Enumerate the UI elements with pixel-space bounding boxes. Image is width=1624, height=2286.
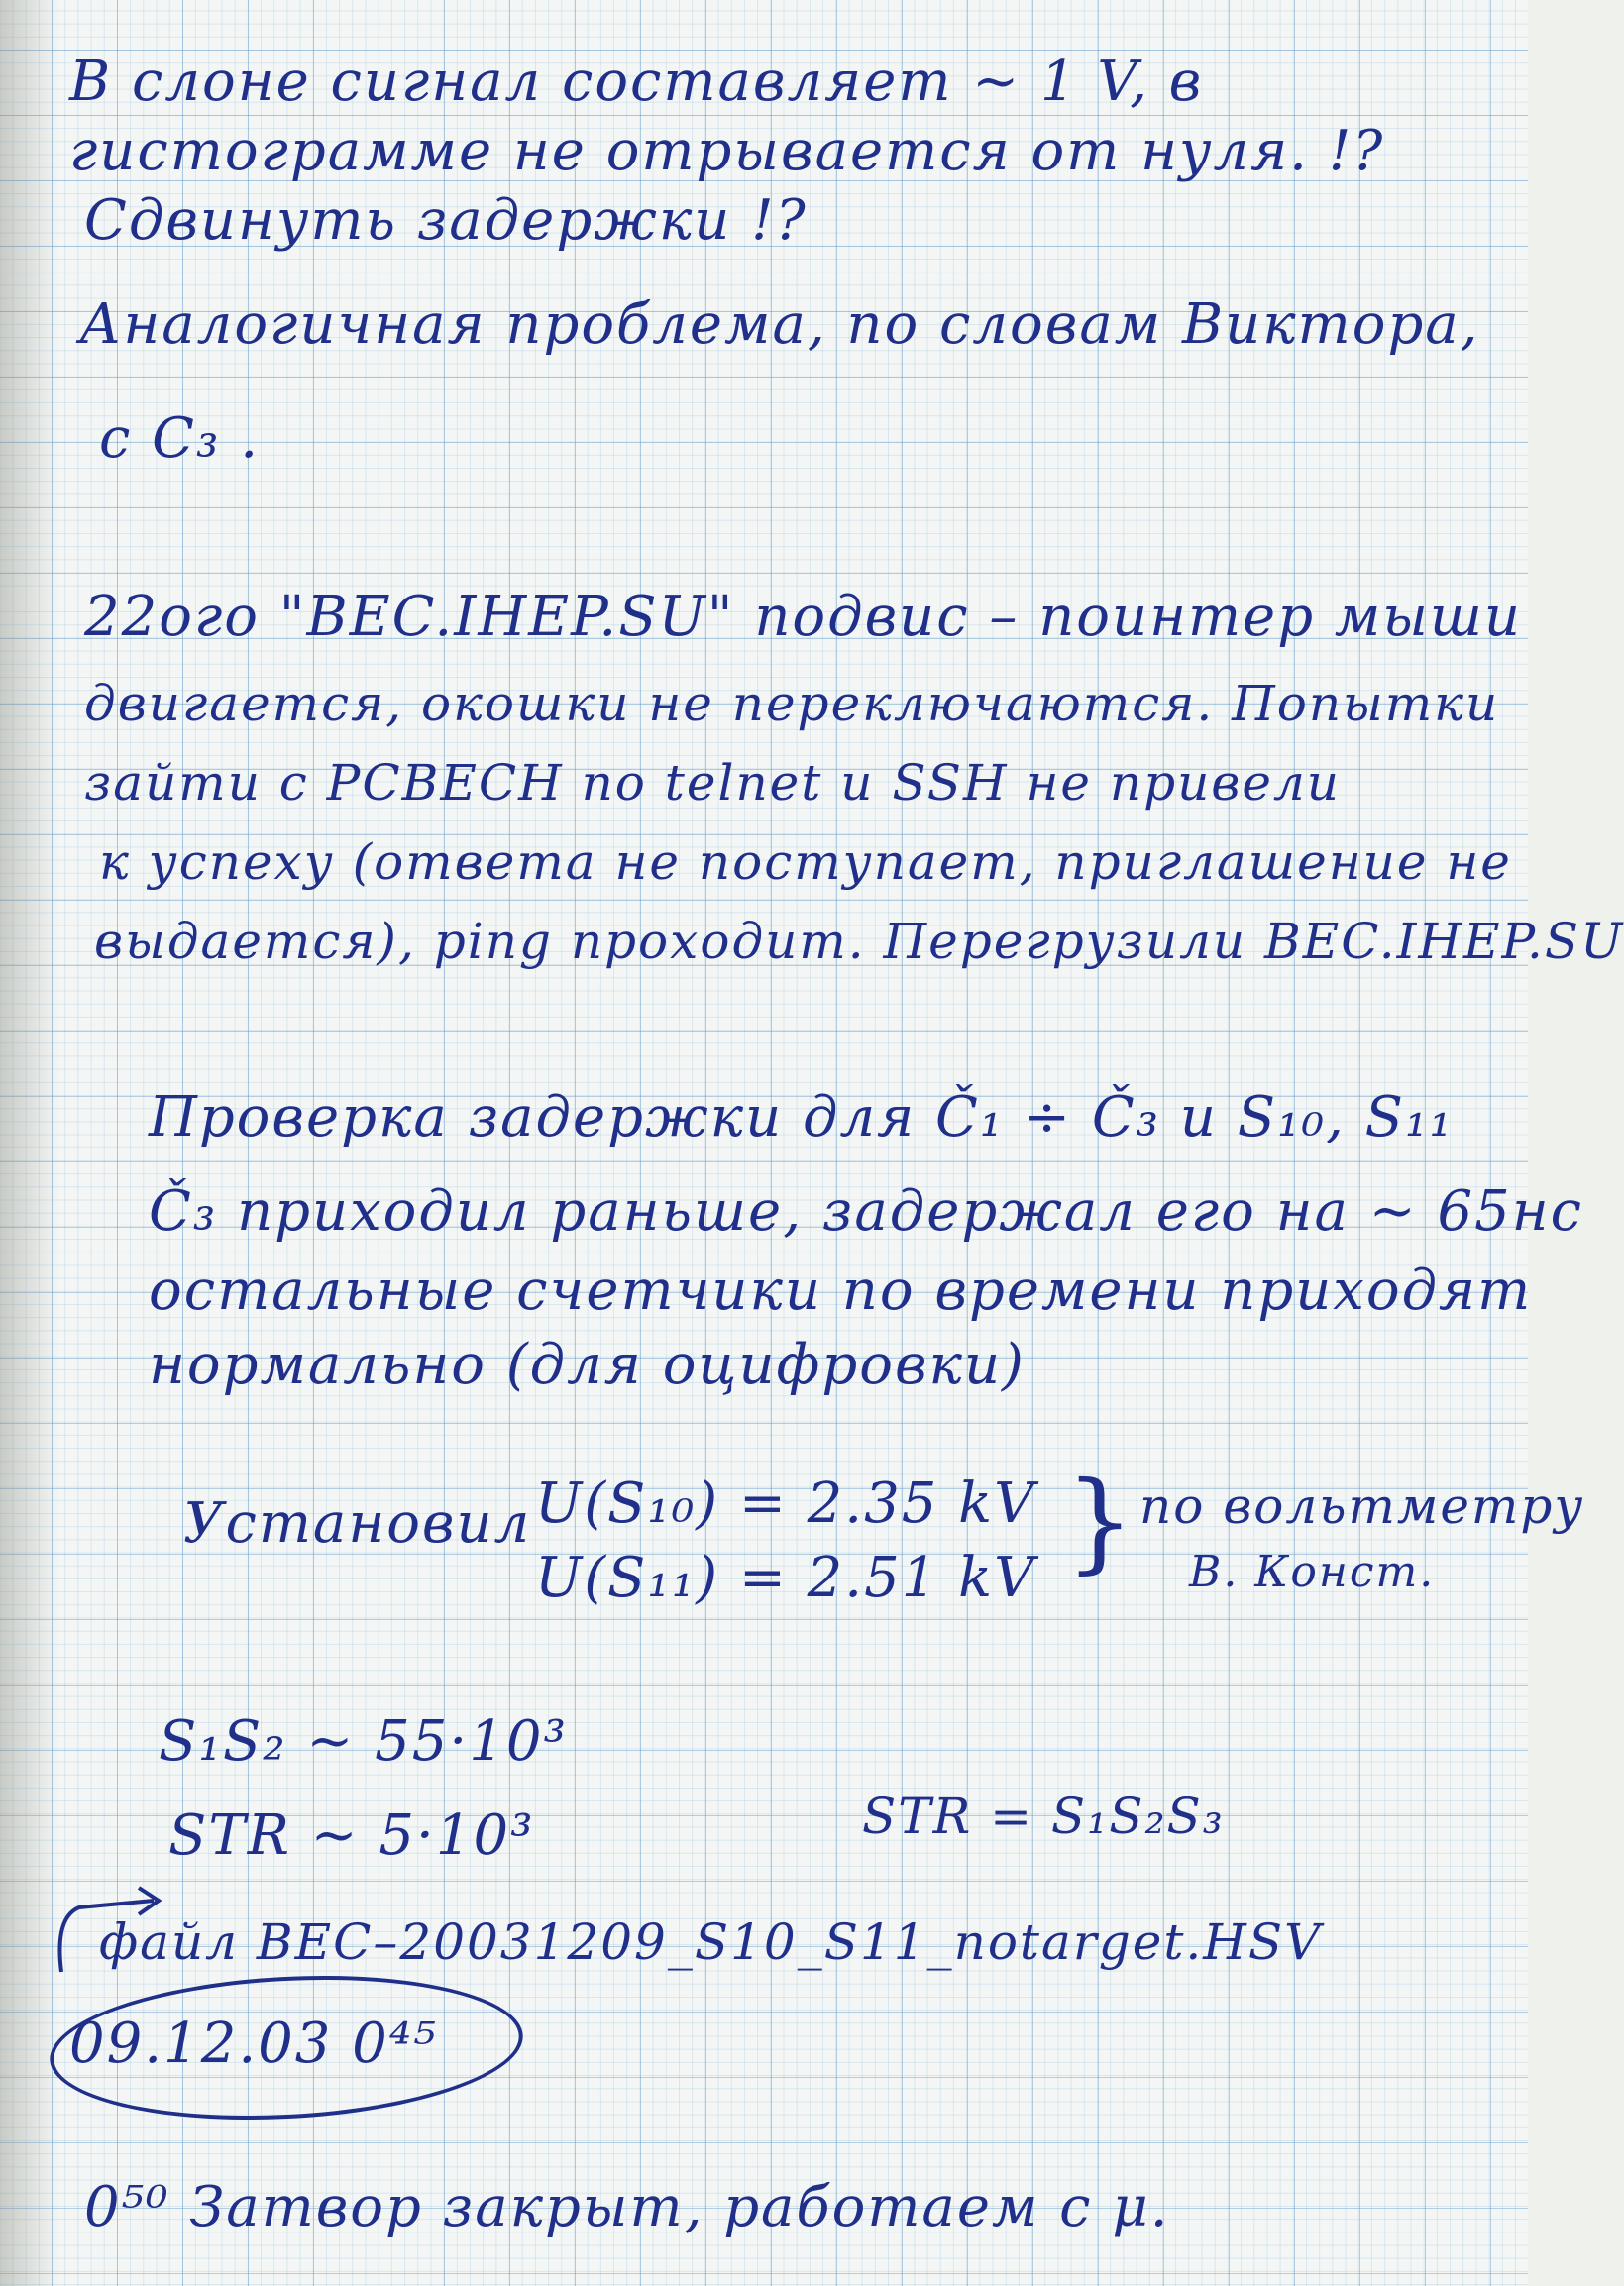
text-line-9: к успеху (ответа не поступает, приглашение не [99, 833, 1512, 891]
text-line-15-label: Установил [183, 1491, 532, 1556]
text-line-8: зайти с PCBECH по telnet и SSH не привели [84, 754, 1342, 812]
str-definition: STR = S₁S₂S₃ [862, 1788, 1225, 1845]
rate-str: STR ~ 5·10³ [168, 1803, 535, 1868]
text-line-1: В слоне сигнал составляет ~ 1 V, в [69, 50, 1204, 114]
text-line-5: с C₃ . [99, 406, 261, 471]
voltage-s11: U(S₁₁) = 2.51 kV [535, 1546, 1036, 1610]
text-line-11: Проверка задержки для Č₁ ÷ Č₃ и S₁₀, S₁₁ [149, 1085, 1454, 1149]
text-line-12: Č₃ приходил раньше, задержал его на ~ 65нс [149, 1179, 1583, 1244]
text-line-7: двигается, окошки не переключаются. Попытки [84, 675, 1500, 732]
voltage-s10: U(S₁₀) = 2.35 kV [535, 1471, 1036, 1536]
date-time: 09.12.03 0⁴⁵ [69, 2012, 438, 2076]
voltmeter-note: по вольтметру [1139, 1477, 1585, 1535]
curly-brace: } [1065, 1458, 1135, 1584]
text-line-2: гистограмме не отрывается от нуля. !? [69, 119, 1385, 183]
text-line-14: нормально (для оцифровки) [149, 1333, 1026, 1397]
text-line-13: остальные счетчики по времени приходят [149, 1258, 1533, 1323]
text-line-3: Сдвинуть задержки !? [84, 188, 808, 253]
text-line-21: 0⁵⁰ Затвор закрыт, работаем с μ. [84, 2175, 1170, 2239]
voltmeter-owner: В. Конст. [1189, 1547, 1436, 1597]
text-line-4: Аналогичная проблема, по словам Виктора, [79, 292, 1480, 357]
text-line-10: выдается), ping проходит. Перегрузили BEC.IHEP.SU [94, 913, 1624, 970]
filename-line: файл BEC–20031209_S10_S11_notarget.HSV [99, 1913, 1323, 1971]
text-line-6: 22ого "BEC.IHEP.SU" подвис – поинтер мыши [84, 585, 1522, 649]
rate-s1s2: S₁S₂ ~ 55·10³ [159, 1709, 568, 1774]
